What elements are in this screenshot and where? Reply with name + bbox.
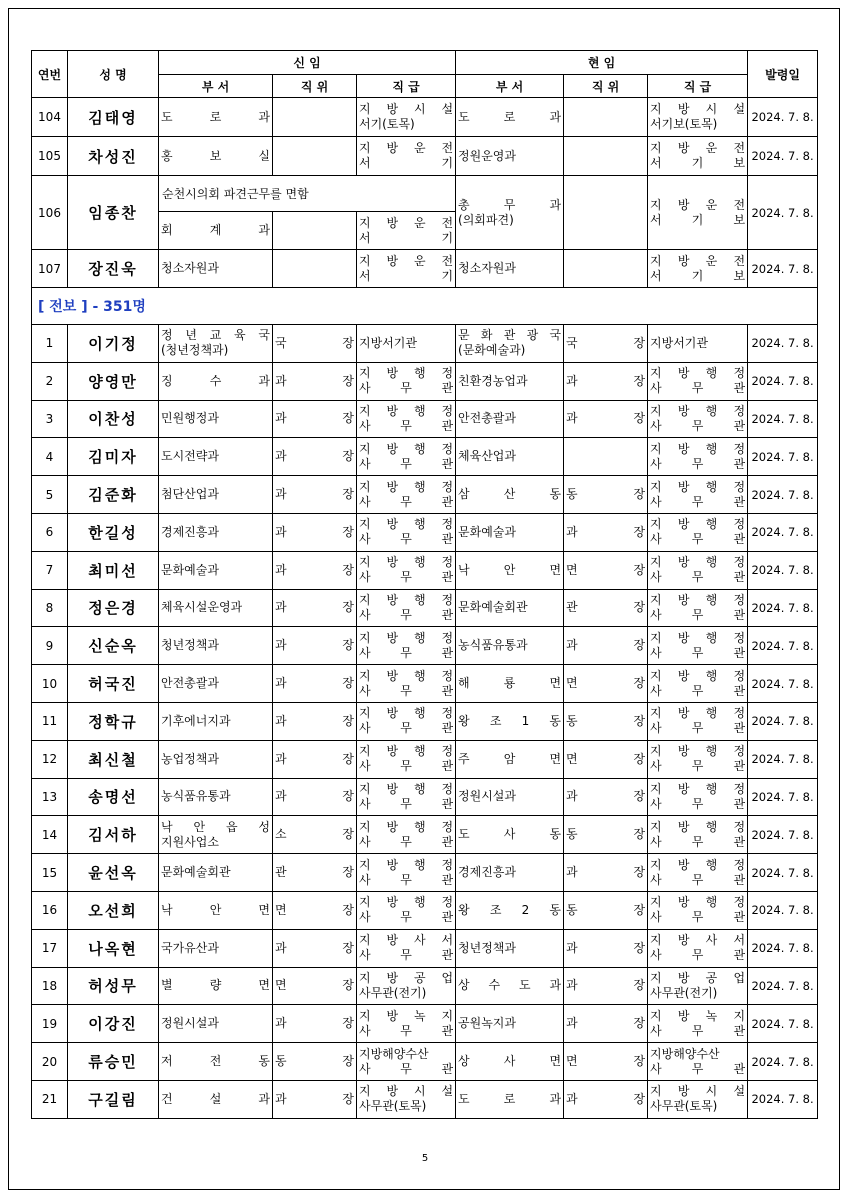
row-date: 2024. 7. 8. [748, 137, 818, 176]
row-no: 105 [32, 137, 68, 176]
col-name: 성 명 [68, 51, 159, 98]
row-cur-pos: 과 장 [564, 967, 648, 1005]
personnel-table [31, 50, 818, 1119]
row-no: 15 [32, 854, 68, 892]
row-name: 최신철 [68, 740, 159, 778]
row-new-grade: 지 방 운 전 서 기 [357, 250, 456, 288]
col-cur-group: 현 임 [456, 51, 748, 75]
row-new-dept: 문화예술회관 [159, 854, 273, 892]
row-cur-grade: 지 방 행 정 사 무 관 [648, 362, 748, 400]
row-no: 3 [32, 400, 68, 438]
row-name: 김미자 [68, 438, 159, 476]
row-new-pos: 과 장 [273, 740, 357, 778]
row-cur-pos: 과 장 [564, 1005, 648, 1043]
row-new-pos: 과 장 [273, 476, 357, 514]
row-new-dept: 첨단산업과 [159, 476, 273, 514]
row-new-grade: 지 방 시 설 사무관(토목) [357, 1080, 456, 1118]
row-cur-pos [564, 438, 648, 476]
table-row [32, 967, 818, 1005]
row-no: 21 [32, 1080, 68, 1118]
row-name: 양영만 [68, 362, 159, 400]
row-no: 19 [32, 1005, 68, 1043]
row-new-dept: 낙 안 면 [159, 891, 273, 929]
row-new-grade: 지 방 행 정 사 무 관 [357, 627, 456, 665]
row-name: 한길성 [68, 513, 159, 551]
table-row [32, 1080, 818, 1118]
row-cur-dept: 체육산업과 [456, 438, 564, 476]
row-new-pos: 과 장 [273, 929, 357, 967]
row-no: 20 [32, 1043, 68, 1081]
table-row [32, 1005, 818, 1043]
row-name: 김서하 [68, 816, 159, 854]
row-cur-dept: 청소자원과 [456, 250, 564, 288]
row-date: 2024. 7. 8. [748, 891, 818, 929]
row-new-pos [273, 137, 357, 176]
row-cur-pos: 관 장 [564, 589, 648, 627]
row-date: 2024. 7. 8. [748, 250, 818, 288]
row-cur-pos: 과 장 [564, 513, 648, 551]
row-name: 신순옥 [68, 627, 159, 665]
row-date: 2024. 7. 8. [748, 1005, 818, 1043]
row-new-dept: 저 전 동 [159, 1043, 273, 1081]
row-cur-dept: 상 사 면 [456, 1043, 564, 1081]
row-cur-grade: 지 방 운 전 서 기 보 [648, 137, 748, 176]
row-new-grade: 지 방 행 정 사 무 관 [357, 551, 456, 589]
col-cur-dept: 부 서 [456, 75, 564, 98]
table-row [32, 400, 818, 438]
row-cur-pos: 과 장 [564, 362, 648, 400]
row-name: 김준화 [68, 476, 159, 514]
row-date: 2024. 7. 8. [748, 702, 818, 740]
row-no: 106 [32, 176, 68, 250]
row-cur-dept: 친환경농업과 [456, 362, 564, 400]
row-new-dept: 도시전략과 [159, 438, 273, 476]
table-row [32, 589, 818, 627]
row-name: 윤선옥 [68, 854, 159, 892]
section-title-row [32, 288, 818, 325]
row-cur-grade: 지 방 시 설 서기보(토목) [648, 98, 748, 137]
row-cur-pos [564, 98, 648, 137]
row-cur-grade: 지 방 행 정 사 무 관 [648, 513, 748, 551]
col-cur-grade: 직 급 [648, 75, 748, 98]
table-row [32, 854, 818, 892]
table-row [32, 513, 818, 551]
row-date: 2024. 7. 8. [748, 1080, 818, 1118]
row-cur-pos: 면 장 [564, 551, 648, 589]
row-new-pos [273, 212, 357, 250]
row-new-pos [273, 98, 357, 137]
row-name: 송명선 [68, 778, 159, 816]
row-date: 2024. 7. 8. [748, 400, 818, 438]
row-new-dept: 안전총괄과 [159, 665, 273, 703]
row-cur-dept: 도 로 과 [456, 98, 564, 137]
row-name: 정학규 [68, 702, 159, 740]
row-date: 2024. 7. 8. [748, 816, 818, 854]
table-row [32, 740, 818, 778]
row-new-dept: 국가유산과 [159, 929, 273, 967]
row-date: 2024. 7. 8. [748, 665, 818, 703]
row-cur-grade: 지방서기관 [648, 325, 748, 363]
row-cur-grade: 지 방 행 정 사 무 관 [648, 816, 748, 854]
row-cur-grade: 지 방 행 정 사 무 관 [648, 740, 748, 778]
table-row [32, 325, 818, 363]
row-name: 오선희 [68, 891, 159, 929]
row-date: 2024. 7. 8. [748, 627, 818, 665]
row-cur-pos: 과 장 [564, 929, 648, 967]
row-new-pos: 과 장 [273, 1005, 357, 1043]
row-cur-dept: 문 화 관 광 국 (문화예술과) [456, 325, 564, 363]
col-new-grade: 직 급 [357, 75, 456, 98]
row-no: 10 [32, 665, 68, 703]
row-new-dept: 별 량 면 [159, 967, 273, 1005]
row-new-grade: 지 방 행 정 사 무 관 [357, 400, 456, 438]
table-row [32, 250, 818, 288]
table-row [32, 137, 818, 176]
row-no: 16 [32, 891, 68, 929]
row-no: 18 [32, 967, 68, 1005]
row-new-grade: 지 방 행 정 사 무 관 [357, 665, 456, 703]
table-row [32, 362, 818, 400]
row-date: 2024. 7. 8. [748, 476, 818, 514]
row-new-grade: 지 방 행 정 사 무 관 [357, 513, 456, 551]
table-row [32, 816, 818, 854]
row-new-dept: 건 설 과 [159, 1080, 273, 1118]
col-new-dept: 부 서 [159, 75, 273, 98]
row-date: 2024. 7. 8. [748, 551, 818, 589]
row-cur-dept: 안전총괄과 [456, 400, 564, 438]
row-cur-grade: 지 방 행 정 사 무 관 [648, 627, 748, 665]
row-new-grade: 지 방 행 정 사 무 관 [357, 589, 456, 627]
row-name: 이찬성 [68, 400, 159, 438]
row-cur-pos: 국 장 [564, 325, 648, 363]
row-date: 2024. 7. 8. [748, 98, 818, 137]
row-cur-grade: 지 방 행 정 사 무 관 [648, 702, 748, 740]
row-date: 2024. 7. 8. [748, 325, 818, 363]
row-new-dept: 청년정책과 [159, 627, 273, 665]
table-row [32, 438, 818, 476]
row-new-dept: 정원시설과 [159, 1005, 273, 1043]
row-name: 이기정 [68, 325, 159, 363]
table-row [32, 778, 818, 816]
row-new-dept: 정 년 교 육 국 (청년정책과) [159, 325, 273, 363]
row-no: 2 [32, 362, 68, 400]
row-date: 2024. 7. 8. [748, 176, 818, 250]
row-new-pos: 과 장 [273, 589, 357, 627]
table-row [32, 1043, 818, 1081]
row-name: 정은경 [68, 589, 159, 627]
row-cur-grade: 지방해양수산 사 무 관 [648, 1043, 748, 1081]
row-new-grade: 지 방 녹 지 사 무 관 [357, 1005, 456, 1043]
row-cur-dept: 왕 조 2 동 [456, 891, 564, 929]
row-cur-dept: 정원운영과 [456, 137, 564, 176]
row-cur-pos: 과 장 [564, 400, 648, 438]
row-cur-grade: 지 방 공 업 사무관(전기) [648, 967, 748, 1005]
row-new-pos: 과 장 [273, 627, 357, 665]
row-cur-dept: 도 로 과 [456, 1080, 564, 1118]
row-no: 4 [32, 438, 68, 476]
page-number: 5 [421, 1153, 429, 1164]
row-no: 11 [32, 702, 68, 740]
row-cur-dept: 삼 산 동 [456, 476, 564, 514]
row-cur-grade: 지 방 운 전 서 기 보 [648, 176, 748, 250]
row-no: 1 [32, 325, 68, 363]
row-cur-dept: 총 무 과 (의회파견) [456, 176, 564, 250]
row-cur-pos: 과 장 [564, 1080, 648, 1118]
row-new-dept: 도 로 과 [159, 98, 273, 137]
row-new-pos [273, 250, 357, 288]
row-cur-grade: 지 방 행 정 사 무 관 [648, 438, 748, 476]
row-cur-pos: 면 장 [564, 1043, 648, 1081]
row-new-pos: 과 장 [273, 702, 357, 740]
row-no: 6 [32, 513, 68, 551]
row-new-dept: 징 수 과 [159, 362, 273, 400]
row-cur-grade: 지 방 행 정 사 무 관 [648, 854, 748, 892]
row-cur-pos [564, 250, 648, 288]
row-new-pos: 과 장 [273, 438, 357, 476]
row-new-pos: 국 장 [273, 325, 357, 363]
row-cur-grade: 지 방 행 정 사 무 관 [648, 665, 748, 703]
row-new-pos: 과 장 [273, 513, 357, 551]
row-new-grade: 지 방 행 정 사 무 관 [357, 702, 456, 740]
row-no: 8 [32, 589, 68, 627]
col-date: 발령일 [748, 51, 818, 98]
row-cur-pos: 면 장 [564, 740, 648, 778]
section-title: [ 전보 ] - 351명 [38, 299, 146, 315]
row-new-dept: 경제진흥과 [159, 513, 273, 551]
row-cur-dept: 청년정책과 [456, 929, 564, 967]
row-new-pos: 면 장 [273, 967, 357, 1005]
row-cur-dept: 문화예술과 [456, 513, 564, 551]
row-date: 2024. 7. 8. [748, 740, 818, 778]
row-new-dept: 기후에너지과 [159, 702, 273, 740]
row-new-pos: 소 장 [273, 816, 357, 854]
row-date: 2024. 7. 8. [748, 854, 818, 892]
row-new-dept: 회 계 과 [159, 212, 273, 250]
row-name: 차성진 [68, 137, 159, 176]
row-no: 9 [32, 627, 68, 665]
row-new-pos: 과 장 [273, 400, 357, 438]
row-date: 2024. 7. 8. [748, 362, 818, 400]
row-note: 순천시의회 파견근무를 면함 [159, 176, 456, 212]
row-new-dept: 민원행정과 [159, 400, 273, 438]
col-seq: 연번 [32, 51, 68, 98]
row-no: 7 [32, 551, 68, 589]
row-new-grade: 지 방 시 설 서기(토목) [357, 98, 456, 137]
row-cur-dept: 농식품유통과 [456, 627, 564, 665]
row-cur-dept: 왕 조 1 동 [456, 702, 564, 740]
row-date: 2024. 7. 8. [748, 438, 818, 476]
row-cur-pos: 과 장 [564, 854, 648, 892]
row-date: 2024. 7. 8. [748, 778, 818, 816]
row-new-grade: 지 방 행 정 사 무 관 [357, 854, 456, 892]
col-new-pos: 직 위 [273, 75, 357, 98]
row-new-grade: 지 방 행 정 사 무 관 [357, 816, 456, 854]
row-cur-dept: 주 암 면 [456, 740, 564, 778]
row-new-grade: 지 방 행 정 사 무 관 [357, 778, 456, 816]
row-name: 임종찬 [68, 176, 159, 250]
row-new-grade: 지 방 사 서 사 무 관 [357, 929, 456, 967]
row-new-pos: 과 장 [273, 778, 357, 816]
row-new-dept: 체육시설운영과 [159, 589, 273, 627]
row-cur-pos: 동 장 [564, 476, 648, 514]
row-name: 허국진 [68, 665, 159, 703]
row-cur-dept: 해 룡 면 [456, 665, 564, 703]
table-row [32, 665, 818, 703]
row-new-dept: 농업정책과 [159, 740, 273, 778]
row-new-dept: 낙 안 읍 성 지원사업소 [159, 816, 273, 854]
row-cur-pos [564, 176, 648, 250]
row-new-pos: 면 장 [273, 891, 357, 929]
row-name: 최미선 [68, 551, 159, 589]
col-cur-pos: 직 위 [564, 75, 648, 98]
row-no: 107 [32, 250, 68, 288]
row-new-grade: 지 방 행 정 사 무 관 [357, 476, 456, 514]
row-new-pos: 과 장 [273, 665, 357, 703]
row-name: 장진욱 [68, 250, 159, 288]
row-new-dept: 홍 보 실 [159, 137, 273, 176]
col-new-group: 신 임 [159, 51, 456, 75]
row-cur-grade: 지 방 행 정 사 무 관 [648, 400, 748, 438]
row-new-grade: 지 방 운 전 서 기 [357, 212, 456, 250]
row-new-pos: 과 장 [273, 1080, 357, 1118]
row-cur-grade: 지 방 운 전 서 기 보 [648, 250, 748, 288]
row-new-grade: 지 방 운 전 서 기 [357, 137, 456, 176]
row-cur-dept: 정원시설과 [456, 778, 564, 816]
row-no: 12 [32, 740, 68, 778]
table-row [32, 891, 818, 929]
row-cur-pos: 면 장 [564, 665, 648, 703]
row-cur-grade: 지 방 행 정 사 무 관 [648, 891, 748, 929]
row-cur-pos: 과 장 [564, 778, 648, 816]
row-cur-grade: 지 방 녹 지 사 무 관 [648, 1005, 748, 1043]
row-new-dept: 청소자원과 [159, 250, 273, 288]
row-new-grade: 지 방 행 정 사 무 관 [357, 891, 456, 929]
row-name: 이강진 [68, 1005, 159, 1043]
row-cur-pos: 과 장 [564, 627, 648, 665]
row-cur-dept: 공원녹지과 [456, 1005, 564, 1043]
row-date: 2024. 7. 8. [748, 589, 818, 627]
row-cur-grade: 지 방 행 정 사 무 관 [648, 589, 748, 627]
row-date: 2024. 7. 8. [748, 513, 818, 551]
row-cur-dept: 도 사 동 [456, 816, 564, 854]
table-row [32, 551, 818, 589]
table-row [32, 929, 818, 967]
table-row [32, 702, 818, 740]
row-cur-dept: 상 수 도 과 [456, 967, 564, 1005]
row-date: 2024. 7. 8. [748, 1043, 818, 1081]
row-no: 5 [32, 476, 68, 514]
row-name: 류승민 [68, 1043, 159, 1081]
row-no: 17 [32, 929, 68, 967]
row-cur-dept: 문화예술회관 [456, 589, 564, 627]
row-name: 나옥현 [68, 929, 159, 967]
row-cur-grade: 지 방 행 정 사 무 관 [648, 778, 748, 816]
table-row [32, 627, 818, 665]
row-new-grade: 지방서기관 [357, 325, 456, 363]
row-cur-grade: 지 방 행 정 사 무 관 [648, 476, 748, 514]
row-cur-pos: 동 장 [564, 891, 648, 929]
row-new-pos: 과 장 [273, 362, 357, 400]
row-no: 13 [32, 778, 68, 816]
row-new-pos: 관 장 [273, 854, 357, 892]
row-cur-dept: 경제진흥과 [456, 854, 564, 892]
row-no: 104 [32, 98, 68, 137]
row-cur-grade: 지 방 사 서 사 무 관 [648, 929, 748, 967]
row-date: 2024. 7. 8. [748, 967, 818, 1005]
row-cur-dept: 낙 안 면 [456, 551, 564, 589]
row-name: 허성무 [68, 967, 159, 1005]
row-new-pos: 동 장 [273, 1043, 357, 1081]
row-cur-pos [564, 137, 648, 176]
row-new-dept: 농식품유통과 [159, 778, 273, 816]
table-row [32, 476, 818, 514]
row-new-dept: 문화예술과 [159, 551, 273, 589]
row-cur-grade: 지 방 행 정 사 무 관 [648, 551, 748, 589]
row-name: 김태영 [68, 98, 159, 137]
row-new-grade: 지 방 행 정 사 무 관 [357, 740, 456, 778]
row-new-grade: 지 방 행 정 사 무 관 [357, 438, 456, 476]
row-date: 2024. 7. 8. [748, 929, 818, 967]
row-cur-pos: 동 장 [564, 702, 648, 740]
row-new-pos: 과 장 [273, 551, 357, 589]
row-name: 구길림 [68, 1080, 159, 1118]
row-new-grade: 지방해양수산 사 무 관 [357, 1043, 456, 1081]
row-cur-grade: 지 방 시 설 사무관(토목) [648, 1080, 748, 1118]
row-cur-pos: 동 장 [564, 816, 648, 854]
row-new-grade: 지 방 행 정 사 무 관 [357, 362, 456, 400]
row-new-grade: 지 방 공 업 사무관(전기) [357, 967, 456, 1005]
table-row [32, 98, 818, 137]
row-no: 14 [32, 816, 68, 854]
